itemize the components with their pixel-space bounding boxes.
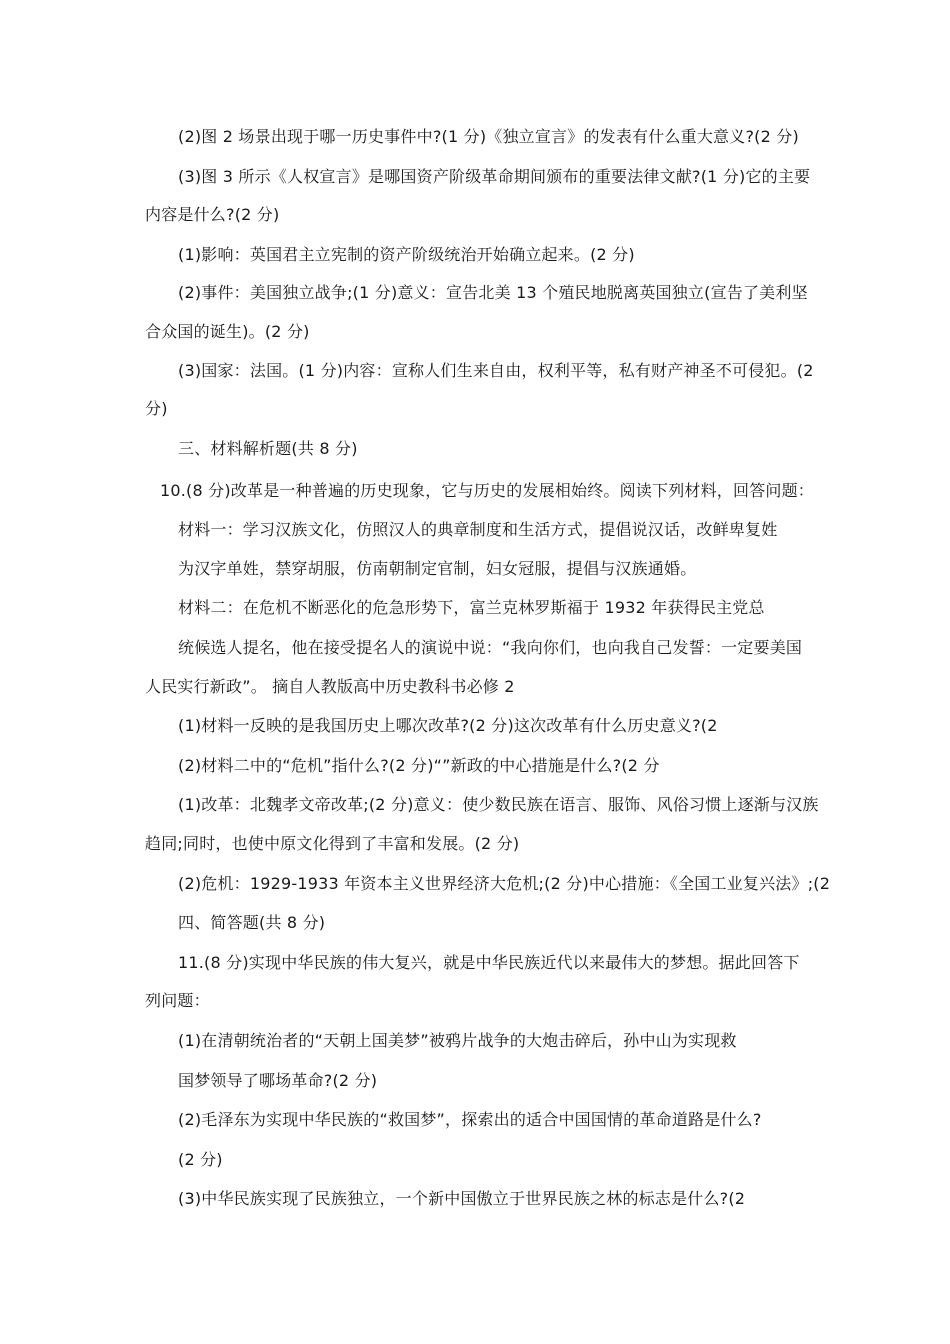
text-line: 国梦领导了哪场革命?(2 分) bbox=[178, 1071, 378, 1090]
text-line: 统候选人提名，他在接受提名人的演说中说：“我向你们，也向我自己发誓：一定要美国 bbox=[178, 638, 803, 657]
text-line: (1)材料一反映的是我国历史上哪次改革?(2 分)这次改革有什么历史意义?(2 bbox=[178, 716, 718, 735]
text-line: (1)在清朝统治者的“天朝上国美梦”被鸦片战争的大炮击碎后，孙中山为实现救 bbox=[178, 1031, 737, 1050]
text-line: 列问题： bbox=[145, 991, 210, 1010]
text-line: 为汉字单姓，禁穿胡服，仿南朝制定官制，妇女冠服，提倡与汉族通婚。 bbox=[178, 559, 697, 578]
text-line: (2 分) bbox=[178, 1150, 223, 1169]
text-line: (3)图 3 所示《人权宣言》是哪国资产阶级革命期间颁布的重要法律文献?(1 分)它的主要 bbox=[178, 167, 811, 186]
text-line: 人民实行新政”。 摘自人教版高中历史教科书必修 2 bbox=[145, 677, 515, 696]
text-line: 分) bbox=[145, 399, 168, 418]
text-line: (3)国家：法国。(1 分)内容：宣称人们生来自由，权利平等，私有财产神圣不可侵犯。(2 bbox=[178, 361, 814, 380]
text-line: (2)事件：美国独立战争;(1 分)意义：宣告北美 13 个殖民地脱离英国独立(宣告了美利坚 bbox=[178, 283, 808, 302]
question-title: 10.(8 分)改革是一种普遍的历史现象，它与历史的发展相始终。阅读下列材料，回答问题： bbox=[160, 481, 814, 500]
text-line: (2)毛泽东为实现中华民族的“救国梦”，探索出的适合中国国情的革命道路是什么? bbox=[178, 1110, 762, 1129]
text-line: (3)中华民族实现了民族独立，一个新中国傲立于世界民族之林的标志是什么?(2 bbox=[178, 1189, 746, 1208]
section-heading: 四、简答题(共 8 分) bbox=[178, 913, 326, 932]
text-line: 材料一：学习汉族文化，仿照汉人的典章制度和生活方式，提倡说汉话，改鲜卑复姓 bbox=[178, 520, 778, 539]
text-line: 内容是什么?(2 分) bbox=[145, 205, 280, 224]
question-title: 11.(8 分)实现中华民族的伟大复兴，就是中华民族近代以来最伟大的梦想。据此回答下 bbox=[178, 953, 800, 972]
section-heading: 三、材料解析题(共 8 分) bbox=[178, 439, 358, 458]
text-line: (2)危机：1929-1933 年资本主义世界经济大危机;(2 分)中心措施：《全国工业复兴法》;(2 bbox=[178, 874, 831, 893]
text-line: (1)影响：英国君主立宪制的资产阶级统治开始确立起来。(2 分) bbox=[178, 245, 635, 264]
text-line: 材料二：在危机不断恶化的危急形势下，富兰克林罗斯福于 1932 年获得民主党总 bbox=[178, 598, 765, 617]
text-line: (2)图 2 场景出现于哪一历史事件中?(1 分)《独立宣言》的发表有什么重大意义?(2 分) bbox=[178, 127, 799, 146]
text-line: (1)改革：北魏孝文帝改革;(2 分)意义：使少数民族在语言、服饰、风俗习惯上逐渐与汉族 bbox=[178, 795, 819, 814]
text-line: 合众国的诞生)。(2 分) bbox=[145, 322, 310, 341]
text-line: (2)材料二中的“危机”指什么?(2 分)“”新政的中心措施是什么?(2 分 bbox=[178, 756, 660, 775]
text-line: 趋同;同时，也使中原文化得到了丰富和发展。(2 分) bbox=[145, 834, 520, 853]
